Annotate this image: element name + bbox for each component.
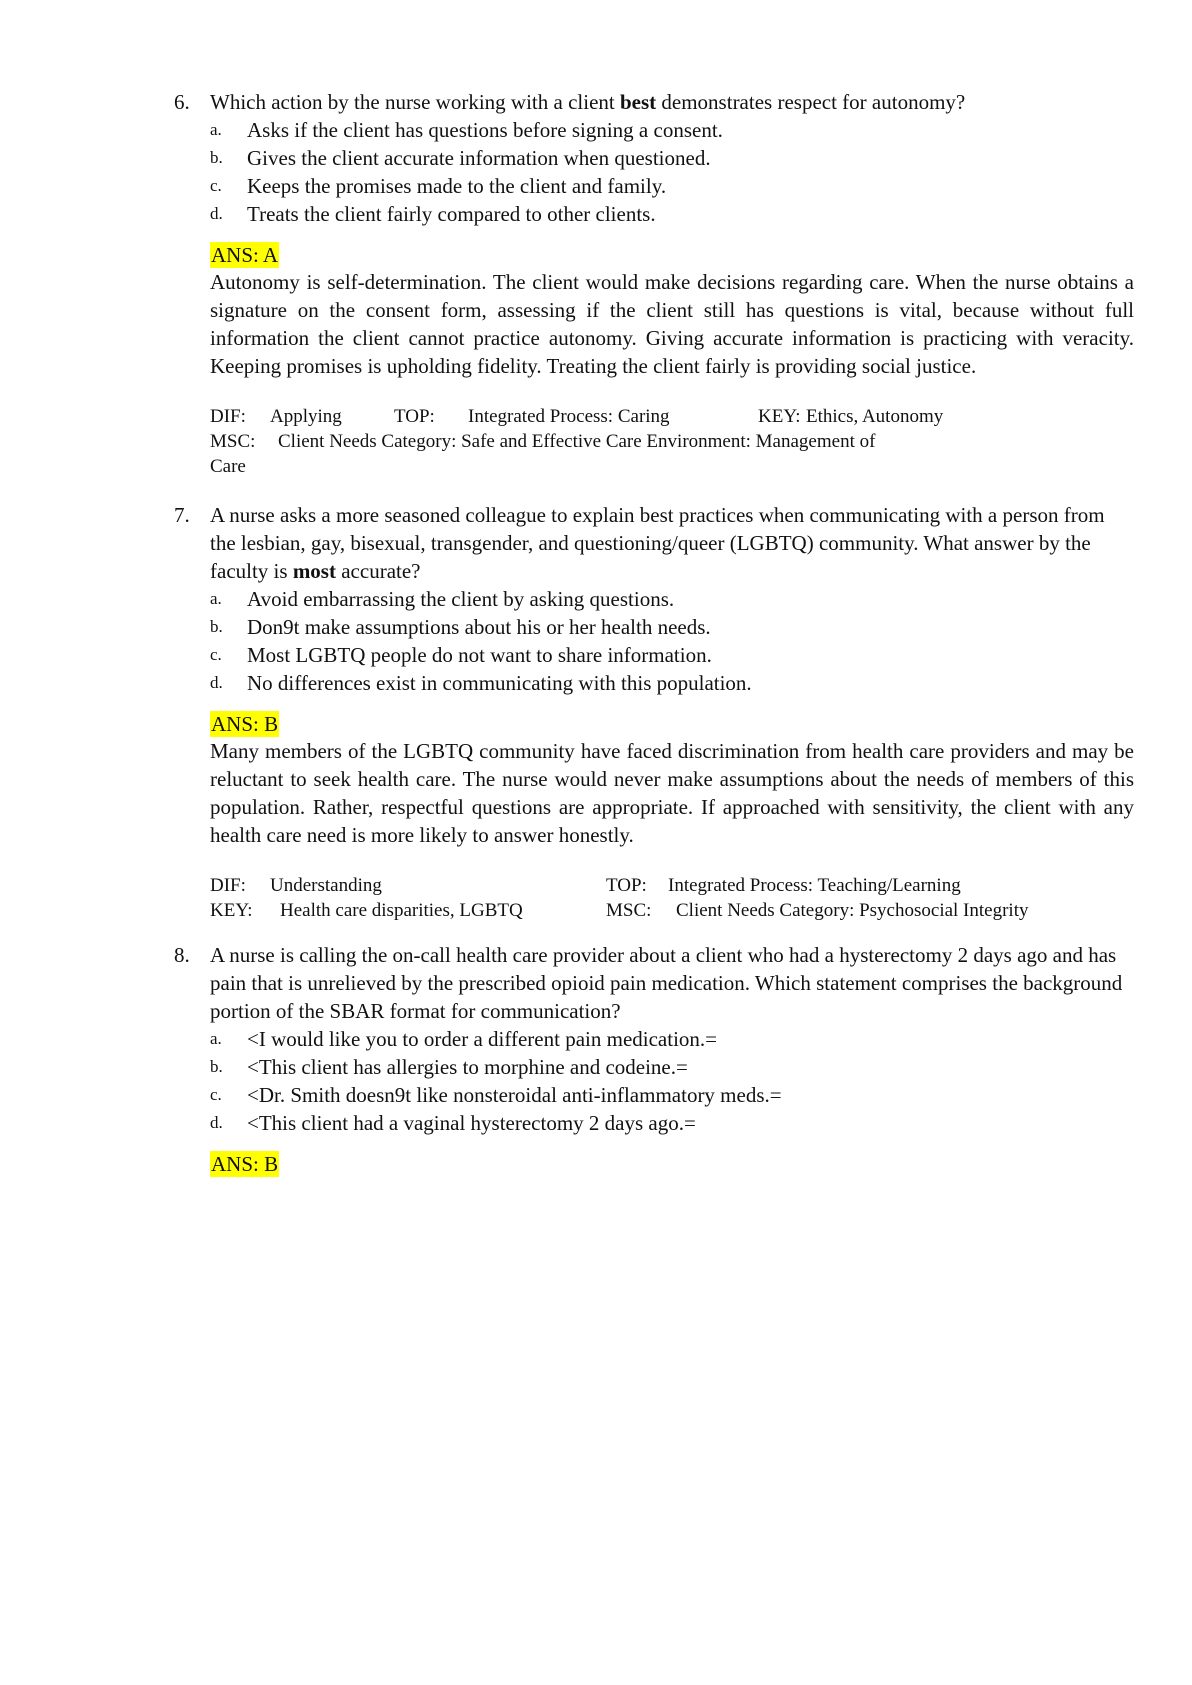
answer-options (210, 585, 1134, 697)
option-c: c. Keeps the promises made to the client and family. (210, 174, 667, 198)
option-a: a. Avoid embarrassing the client by asking questions. (210, 587, 675, 611)
question-8 (174, 941, 1134, 1177)
question-metadata: DIF: Understanding TOP: Integrated Process: Teaching/Learning KEY: Health care disparities, LGBTQ MSC: Client Needs Category: Psychosocial Integrity (210, 875, 1029, 921)
option-d: d. <This client had a vaginal hysterectomy 2 days ago.= (210, 1111, 696, 1135)
option-b: b. Gives the client accurate information when questioned. (210, 146, 711, 170)
option-d: d. Treats the client fairly compared to other clients. (210, 202, 656, 226)
question-number: 7. (174, 503, 190, 527)
question-stem: Which action by the nurse working with a client best demonstrates respect for autonomy? (210, 90, 966, 114)
option-a: a. Asks if the client has questions before signing a consent. (210, 118, 723, 142)
option-d: d. No differences exist in communicating with this population. (210, 671, 752, 695)
answer-highlight: ANS: A (211, 243, 279, 267)
option-a: a. <I would like you to order a different pain medication.= (210, 1027, 717, 1051)
answer-options (210, 1025, 1134, 1137)
question-number: 8. (174, 943, 190, 967)
option-c: c. Most LGBTQ people do not want to share information. (210, 643, 712, 667)
question-7 (174, 501, 1134, 923)
rationale: Autonomy is self-determination. The client would make decisions regarding care. When the nurse obtains a signature on the consent form, assessing if the client still has questions is vital, because without full information the client cannot practice autonomy. Giving accurate information is practicing with veracity. Keeping promises is upholding fidelity. Treating the client fairly is providing social justice. (210, 270, 1134, 378)
question-stem: A nurse is calling the on-call health care provider about a client who had a hysterectomy 2 days ago and has pain that is unrelieved by the prescribed opioid pain medication. Which statement comprises the background portion of the SBAR format for communication? (210, 943, 1123, 1023)
answer-highlight: ANS: B (211, 712, 279, 736)
question-stem: A nurse asks a more seasoned colleague to explain best practices when communicating with a person from the lesbian, gay, bisexual, transgender, and questioning/queer (LGBTQ) community. What answer by the faculty is most accurate? (210, 503, 1105, 583)
question-6 (174, 88, 1134, 479)
option-b: b. Don9t make assumptions about his or her health needs. (210, 615, 711, 639)
option-b: b. <This client has allergies to morphine and codeine.= (210, 1055, 688, 1079)
option-c: c. <Dr. Smith doesn9t like nonsteroidal anti-inflammatory meds.= (210, 1083, 782, 1107)
question-metadata: DIF: Applying TOP: Integrated Process: Caring KEY: Ethics, Autonomy MSC: Client Needs Category: Safe and Effective Care Environment: Management of Care (210, 406, 944, 477)
answer-options (210, 116, 1134, 228)
rationale: Many members of the LGBTQ community have faced discrimination from health care providers and may be reluctant to seek health care. The nurse would never make assumptions about the needs of members of this population. Rather, respectful questions are appropriate. If approached with sensitivity, the client with any health care need is more likely to answer honestly. (210, 739, 1134, 847)
answer-highlight: ANS: B (211, 1152, 279, 1176)
question-number: 6. (174, 90, 190, 114)
